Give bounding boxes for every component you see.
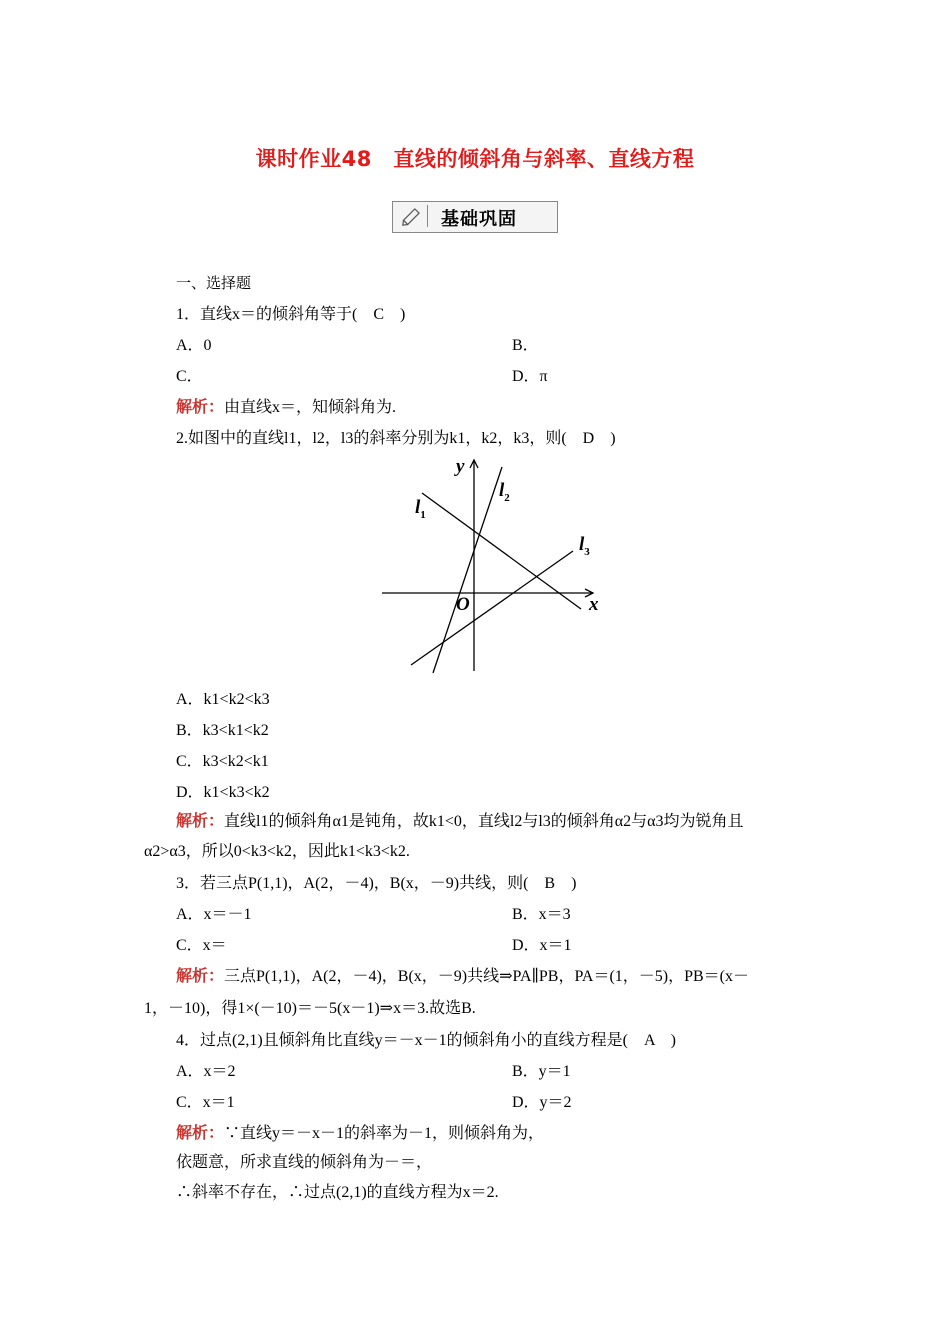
q3-stem: 3．若三点P(1,1)，A(2，－4)，B(x，－9)共线，则( B ) [176, 875, 577, 892]
q2-option-a: A．k1<k2<k3 [176, 691, 270, 708]
q1-option-c: C． [176, 368, 203, 385]
analysis-text: 三点P(1,1)，A(2，－4)，B(x，－9)共线⇒PA∥PB，PA＝(1，－5)，PB＝(x－ [224, 968, 750, 985]
q1-option-b: B． [512, 337, 539, 354]
l3-label: $l_3$ [579, 534, 590, 558]
q2-stem: 2.如图中的直线l1，l2，l3的斜率分别为k1，k2，k3，则( D ) [176, 430, 616, 447]
q3-analysis-line1 [176, 963, 749, 986]
section-badge [392, 201, 558, 233]
pencil-icon [397, 205, 428, 227]
q2-analysis-line2: α2>α3，所以0<k3<k2，因此k1<k3<k2. [144, 843, 410, 860]
q4-analysis-line3: ∴斜率不存在，∴过点(2,1)的直线方程为x＝2. [176, 1184, 499, 1201]
q1-option-a: A．0 [176, 337, 212, 354]
analysis-text: 直线l1的倾斜角α1是钝角，故k1<0，直线l2与l3的倾斜角α2与α3均为锐角且 [224, 813, 744, 830]
q3-analysis-line2: 1，－10)，得1×(－10)＝－5(x－1)⇒x＝3.故选B. [144, 1000, 476, 1017]
analysis-label: 解析： [176, 968, 225, 985]
q2-option-b: B．k3<k1<k2 [176, 722, 269, 739]
q3-option-a: A．x＝－1 [176, 906, 252, 923]
origin-label: O [456, 594, 470, 615]
l1-label: $l_1$ [415, 497, 426, 521]
q2-option-d: D．k1<k3<k2 [176, 784, 270, 801]
q4-option-d: D．y＝2 [512, 1094, 572, 1111]
q4-analysis-line2: 依题意，所求直线的倾斜角为－＝， [176, 1154, 433, 1171]
q3-option-d: D．x＝1 [512, 937, 572, 954]
l2-label: $l_2$ [499, 480, 510, 504]
q4-option-c: C．x＝1 [176, 1094, 235, 1111]
line-l1 [422, 493, 581, 609]
q4-option-a: A．x＝2 [176, 1063, 236, 1080]
q3-option-c: C．x＝ [176, 937, 227, 954]
analysis-text: 由直线x＝，知倾斜角为. [224, 399, 397, 416]
section-heading: 一、选择题 [176, 274, 252, 292]
q2-figure [380, 455, 610, 677]
q4-stem: 4．过点(2,1)且倾斜角比直线y＝－x－1的倾斜角小的直线方程是( A ) [176, 1032, 676, 1049]
page-title: 课时作业48 直线的倾斜角与斜率、直线方程 [255, 147, 695, 171]
q1-analysis [176, 394, 396, 417]
q2-option-c: C．k3<k2<k1 [176, 753, 269, 770]
q4-analysis-line1 [176, 1120, 544, 1143]
analysis-label: 解析： [176, 1125, 225, 1142]
q4-option-b: B．y＝1 [512, 1063, 571, 1080]
q1-option-d: D．π [512, 368, 548, 385]
analysis-text: ∵直线y＝－x－1的斜率为－1，则倾斜角为， [224, 1125, 545, 1142]
analysis-label: 解析： [176, 399, 225, 416]
analysis-label: 解析： [176, 813, 225, 830]
line-l3 [411, 551, 573, 665]
q1-stem: 1．直线x＝的倾斜角等于( C ) [176, 306, 406, 323]
badge-label: 基础巩固 [441, 209, 517, 230]
x-label: x [589, 594, 599, 615]
q2-analysis-line1 [176, 808, 744, 831]
q3-option-b: B．x＝3 [512, 906, 571, 923]
y-label: y [456, 456, 465, 477]
